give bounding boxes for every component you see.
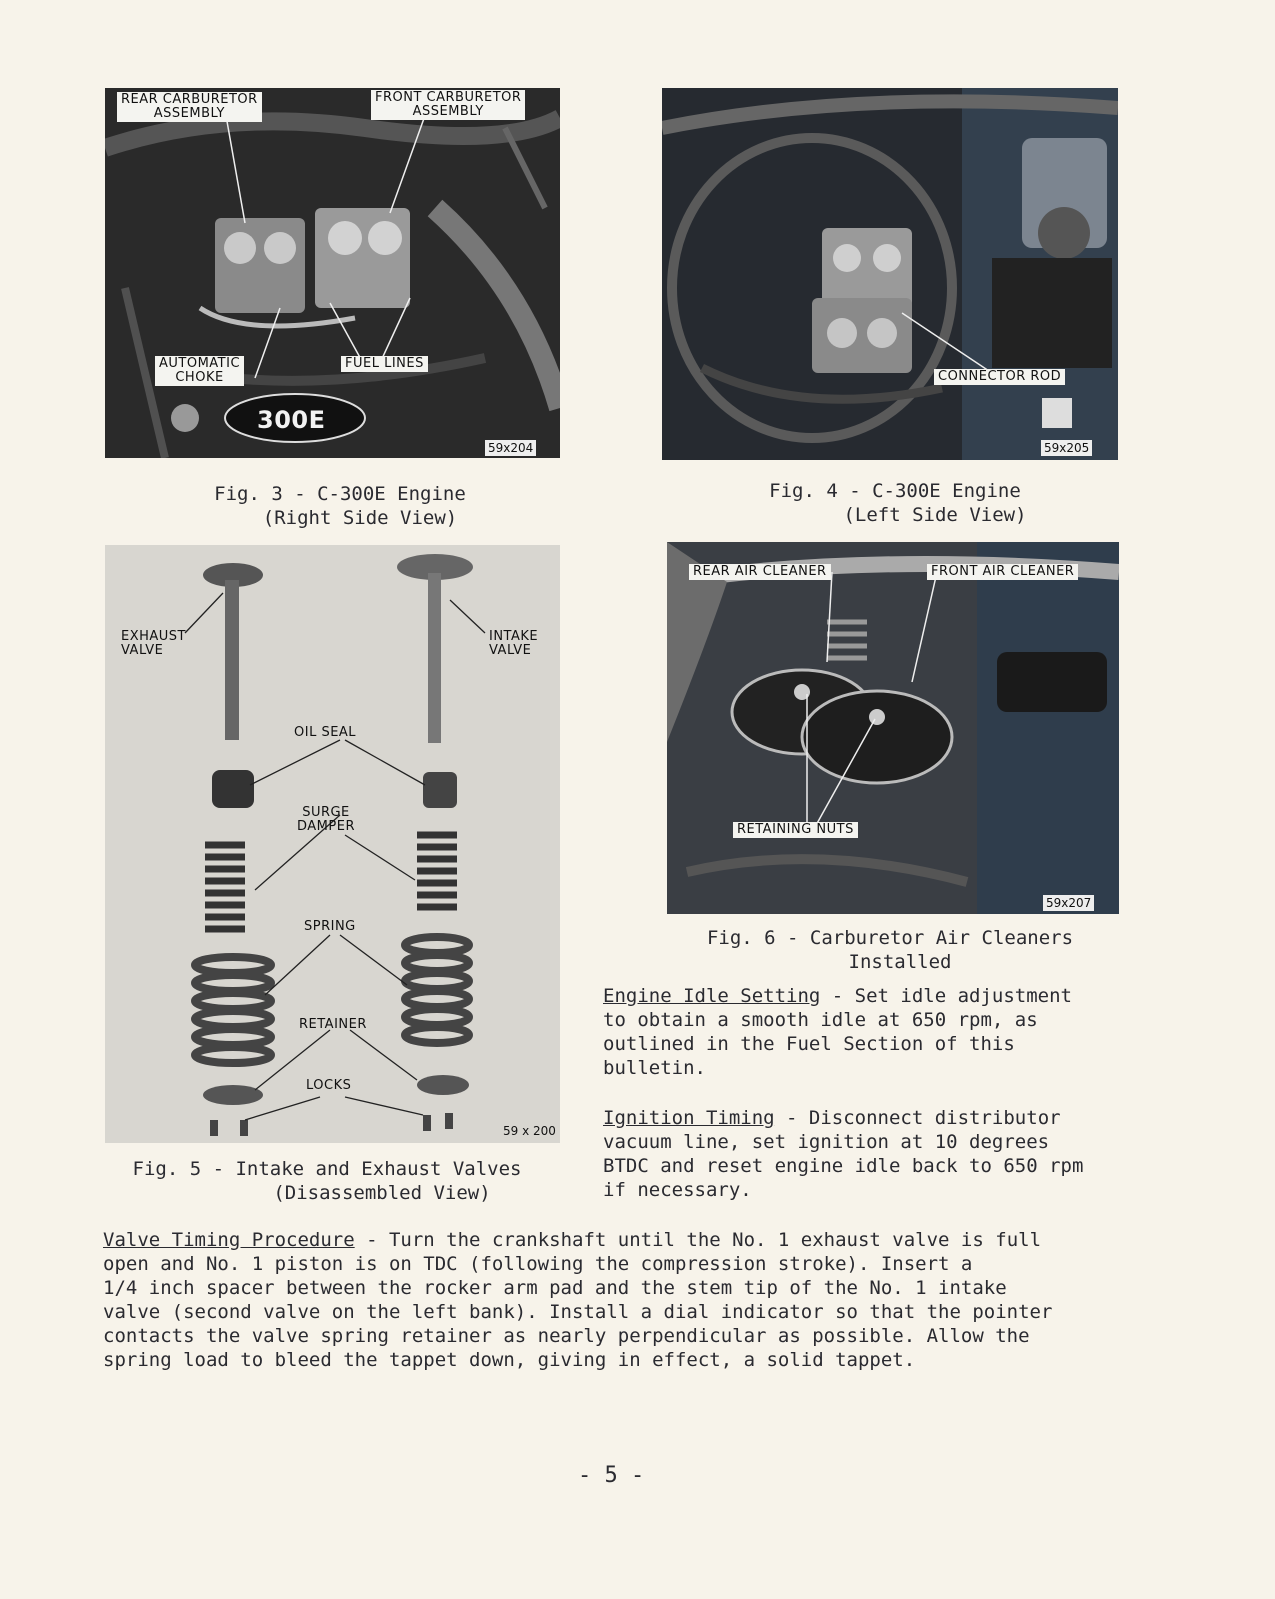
valve-line-4: valve (second valve on the left bank). Install a dial indicator so that the pointer: [103, 1301, 1053, 1323]
valve-line-3: 1/4 inch spacer between the rocker arm pad and the stem tip of the No. 1 intake: [103, 1277, 1007, 1299]
valve-line-1-rest: - Turn the crankshaft until the No. 1 exhaust valve is full: [354, 1229, 1042, 1251]
fig3-photo: [105, 88, 560, 458]
fig6-photo: [667, 542, 1119, 914]
fig5-exhaust-line1: EXHAUST: [121, 629, 186, 644]
ignition-timing-paragraph: [603, 1106, 1083, 1202]
valve-line-2: open and No. 1 piston is on TDC (following the compression stroke). Insert a: [103, 1253, 973, 1275]
ignition-heading: Ignition Timing: [603, 1107, 775, 1129]
fig4-caption: [745, 479, 1045, 527]
fig4-photo: [662, 88, 1118, 460]
engine-idle-paragraph: [603, 984, 1072, 1080]
fig5-exhaust-line2: VALVE: [121, 643, 164, 658]
fig6-air-cleaner-illustration: [667, 542, 1119, 914]
fig6-caption-line2: Installed: [848, 951, 952, 973]
fig3-caption-line1: Fig. 3 - C-300E Engine: [214, 483, 466, 505]
fig3-auto-choke-line2: CHOKE: [175, 370, 224, 385]
fig3-figure-number: 59x204: [485, 440, 536, 456]
fig3-label-rear-carburetor: [117, 92, 262, 122]
fig5-label-intake-valve: [485, 629, 542, 659]
fig3-label-automatic-choke: [155, 356, 244, 386]
fig5-label-exhaust-valve: [117, 629, 190, 659]
ignition-line-1: [603, 1106, 1083, 1130]
fig5-label-retainer: RETAINER: [299, 1017, 367, 1032]
ignition-line-4: if necessary.: [603, 1179, 752, 1201]
fig5-intake-line2: VALVE: [489, 643, 532, 658]
fig3-rear-carb-line1: REAR CARBURETOR: [121, 92, 258, 107]
fig5-label-locks: LOCKS: [306, 1078, 352, 1093]
fig5-intake-line1: INTAKE: [489, 629, 539, 644]
fig5-caption: [112, 1157, 542, 1205]
fig5-figure-number: 59 x 200: [503, 1124, 556, 1138]
fig5-caption-line2: (Disassembled View): [273, 1182, 491, 1204]
fig6-label-retaining-nuts: RETAINING NUTS: [733, 822, 858, 838]
fig3-caption: [170, 482, 510, 530]
ignition-line-3: BTDC and reset engine idle back to 650 rpm: [603, 1155, 1084, 1177]
ignition-line-1-rest: - Disconnect distributor: [774, 1107, 1061, 1129]
fig3-badge-300e: 300E: [257, 406, 326, 434]
idle-heading: Engine Idle Setting: [603, 985, 821, 1007]
page-number: - 5 -: [578, 1463, 645, 1488]
valve-heading: Valve Timing Procedure: [103, 1229, 355, 1251]
ignition-line-2: vacuum line, set ignition at 10 degrees: [603, 1131, 1050, 1153]
idle-line-2: to obtain a smooth idle at 650 rpm, as: [603, 1009, 1038, 1031]
idle-line-4: bulletin.: [603, 1057, 706, 1079]
fig4-label-connector-rod: CONNECTOR ROD: [934, 369, 1065, 385]
valve-timing-paragraph: [103, 1228, 1052, 1372]
fig5-surge-line2: DAMPER: [297, 819, 355, 834]
fig6-caption-line1: Fig. 6 - Carburetor Air Cleaners: [706, 927, 1074, 949]
valve-line-5: contacts the valve spring retainer as nearly perpendicular as possible. Allow the: [103, 1325, 1030, 1347]
fig5-surge-line1: SURGE: [302, 805, 350, 820]
fig5-photo: [105, 545, 560, 1143]
fig4-figure-number: 59x205: [1041, 440, 1092, 456]
fig5-label-spring: SPRING: [304, 919, 356, 934]
fig6-label-rear-air-cleaner: REAR AIR CLEANER: [689, 564, 831, 580]
valve-line-6: spring load to bleed the tappet down, giving in effect, a solid tappet.: [103, 1349, 916, 1371]
fig3-front-carb-line2: ASSEMBLY: [412, 104, 484, 119]
fig3-rear-carb-line2: ASSEMBLY: [153, 106, 225, 121]
fig6-caption: [690, 926, 1090, 974]
fig3-caption-line2: (Right Side View): [262, 507, 458, 529]
fig3-engine-illustration: [105, 88, 560, 458]
idle-line-3: outlined in the Fuel Section of this: [603, 1033, 1015, 1055]
idle-line-1-rest: - Set idle adjustment: [820, 985, 1073, 1007]
fig5-label-oil-seal: OIL SEAL: [294, 725, 357, 740]
valve-line-1: [103, 1228, 1052, 1252]
fig4-caption-line1: Fig. 4 - C-300E Engine: [769, 480, 1021, 502]
fig3-label-front-carburetor: [371, 90, 525, 120]
fig4-engine-illustration: [662, 88, 1118, 460]
fig3-auto-choke-line1: AUTOMATIC: [159, 356, 241, 371]
fig4-caption-line2: (Left Side View): [843, 504, 1027, 526]
fig6-figure-number: 59x207: [1043, 895, 1094, 911]
fig3-label-fuel-lines: FUEL LINES: [341, 356, 428, 372]
fig3-front-carb-line1: FRONT CARBURETOR: [375, 90, 522, 105]
fig6-label-front-air-cleaner: FRONT AIR CLEANER: [927, 564, 1078, 580]
fig5-label-surge-damper: [293, 805, 359, 835]
fig5-caption-line1: Fig. 5 - Intake and Exhaust Valves: [132, 1158, 522, 1180]
idle-line-1: [603, 984, 1072, 1008]
